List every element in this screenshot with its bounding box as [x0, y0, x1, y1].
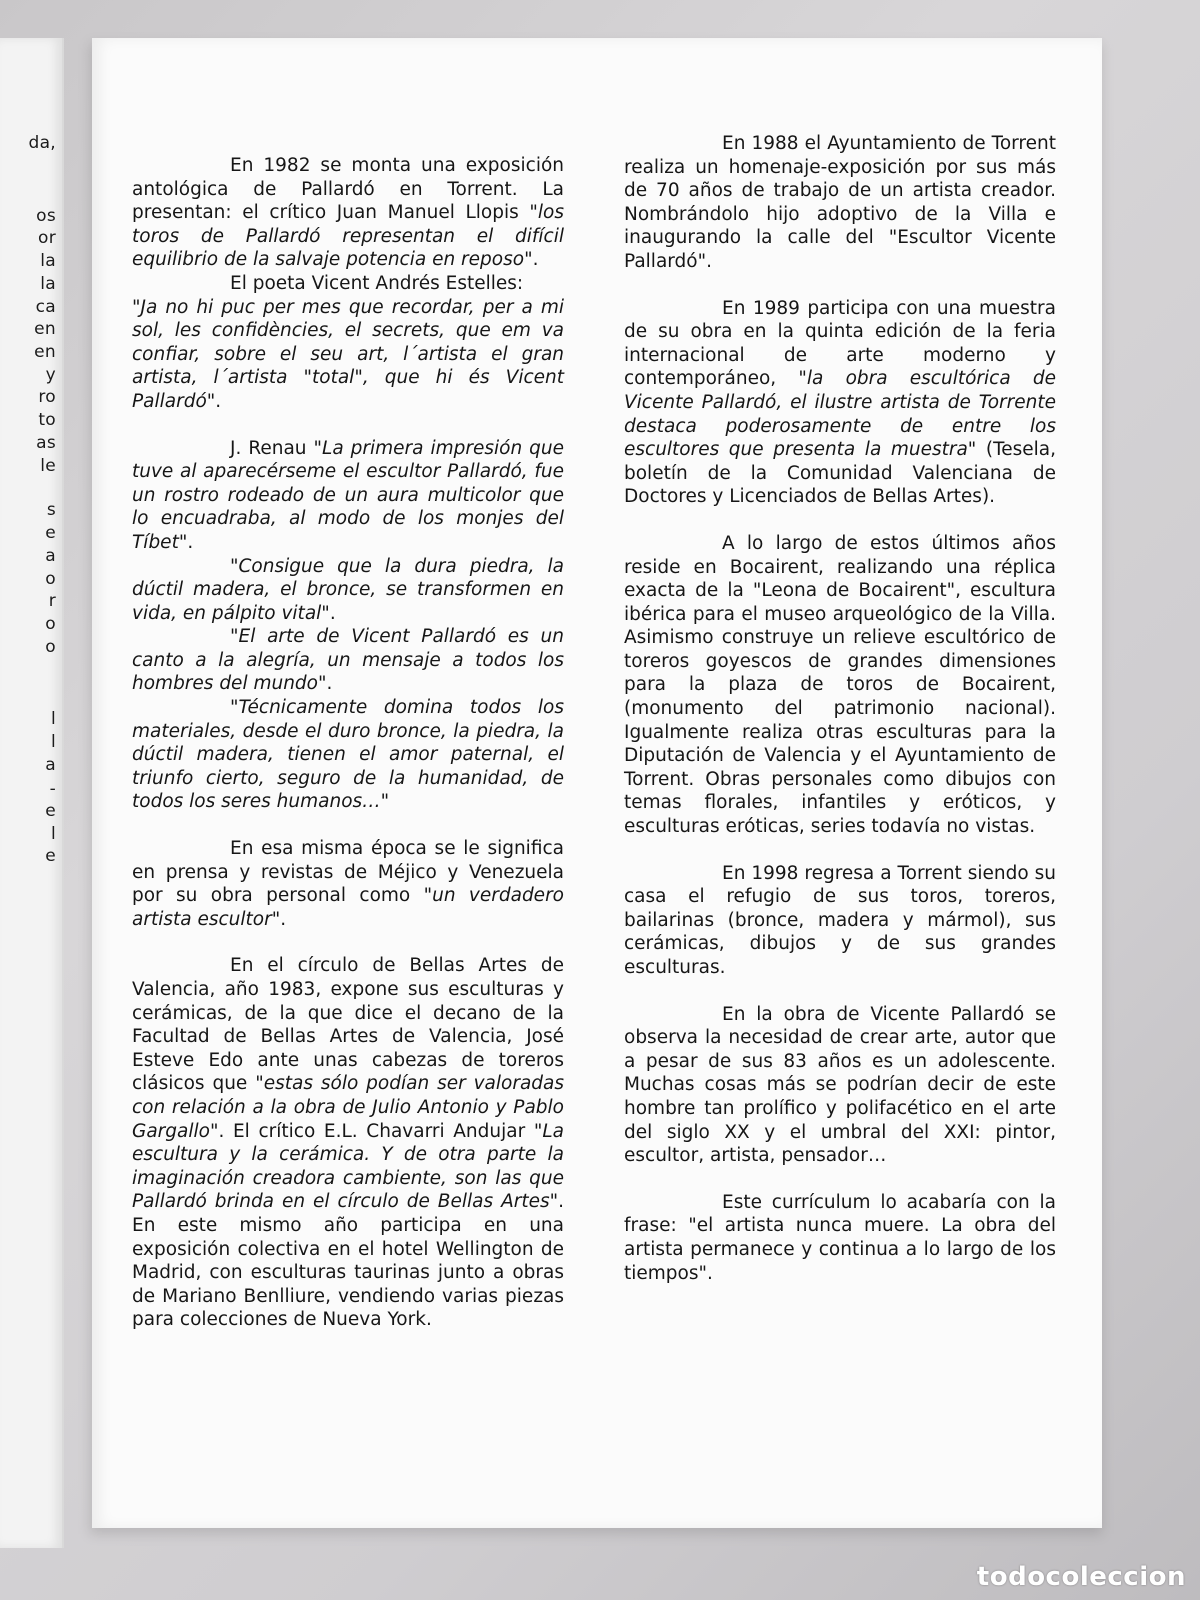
- text-run: Este currículum lo acabaría con la frase: "el artista nunca muere. La obra del artista permanece y continua a lo largo de los tiempos".: [624, 1191, 1056, 1284]
- text-run: En 1982 se monta una exposición antológica de Pallardó en Torrent. La presentan: el crítico Juan Manuel Llopis: [132, 155, 564, 224]
- text-run: El poeta Vicent Andrés Estelles:: [230, 272, 524, 294]
- paragraph-1988-homenaje: [624, 132, 1056, 274]
- left-page-fragment: en: [34, 342, 56, 362]
- left-page-fragment: -: [49, 779, 56, 799]
- left-page-fragment: s: [46, 500, 56, 520]
- italic-quote-run: "Consigue que la dura piedra, la dúctil madera, el bronce, se transformen en vida, en pálpito vital": [132, 555, 564, 624]
- left-page-fragment: da,: [28, 133, 56, 153]
- paragraph-1989-feria: [624, 297, 1056, 509]
- paragraph-prensa: [132, 837, 564, 931]
- italic-quote-run: "El arte de Vicent Pallardó es un canto a la alegría, un mensaje a todos los hombres del mundo": [132, 626, 564, 695]
- right-text-column: [624, 132, 1056, 1285]
- paragraph-1998-regreso: [624, 862, 1056, 980]
- text-run: ". En este mismo año participa en una exposición colectiva en el hotel Wellington de Madrid, con esculturas taurinas junto a obras de Mariano Benlliure, vendiendo varias piezas para colecciones de Nueva York.: [132, 1191, 564, 1331]
- left-page-fragment: or: [38, 228, 56, 248]
- italic-quote-run: "la obra escultórica de Vicente Pallardó, el ilustre artista de Torrente destaca poderosamente de entre los escultores que presenta la muestra: [624, 368, 1056, 461]
- paragraph-bellas-artes-1983: [132, 954, 564, 1332]
- text-run: .: [329, 602, 336, 624]
- left-page-fragment: e: [45, 846, 56, 866]
- quote-piedra: [132, 555, 564, 626]
- left-page-fragment: y: [45, 365, 56, 385]
- text-run: En 1998 regresa a Torrent siendo su casa el refugio de sus toros, toreros, bailarinas (bronce, madera y mármol), sus cerámicas, dibujos y de sus grandes esculturas.: [624, 862, 1056, 978]
- left-page-fragment: as: [36, 433, 56, 453]
- text-run: .: [187, 531, 194, 553]
- left-page-fragment: to: [38, 410, 56, 430]
- paragraph-curriculum-final: [624, 1191, 1056, 1285]
- text-run: En el círculo de Bellas Artes de Valencia, año 1983, expone sus esculturas y cerámicas, de la que dice el decano de la Facultad de Bellas Artes de Valencia, José Esteve Edo ante unas cabezas de toreros clásicos que: [132, 955, 564, 1095]
- left-text-column: [132, 154, 564, 1332]
- text-run: En la obra de Vicente Pallardó se observa la necesidad de crear arte, autor que a pesar de sus 83 años es un adolescente. Muchas cosas más se podrían decir de este hombre tan prolífico y polifacético en el arte del siglo XX y el umbral del XXI: pintor, escultor, artista, pensador…: [624, 1003, 1056, 1167]
- text-run: En 1989 participa con una muestra de su obra en la quinta edición de la feria internacional de arte moderno y contemporáneo,: [624, 297, 1056, 390]
- left-page-fragment: e: [45, 523, 56, 543]
- left-page-fragment: l: [50, 732, 56, 752]
- paragraph-estelles-intro: [132, 272, 564, 296]
- paragraph-bocairent: [624, 532, 1056, 839]
- left-page-fragment: l: [50, 709, 56, 729]
- quote-alegria: [132, 625, 564, 696]
- text-run: En esa misma época se le significa en prensa y revistas de Méjico y Venezuela por su obra personal como ": [132, 838, 564, 907]
- left-page-fragment: la: [40, 251, 56, 271]
- paragraph-renau: [132, 437, 564, 555]
- left-page-fragment: la: [40, 274, 56, 294]
- left-page-fragment: a: [45, 546, 56, 566]
- left-page-fragment: ca: [35, 297, 56, 317]
- watermark-logo: todocoleccion: [976, 1562, 1186, 1592]
- quote-estelles: [132, 296, 564, 414]
- paragraph-1982-exposition: [132, 154, 564, 272]
- text-run: ".: [271, 908, 287, 930]
- left-page-fragment: ro: [38, 387, 56, 407]
- text-run: .: [326, 673, 333, 695]
- paragraph-obra-pallardo: [624, 1003, 1056, 1168]
- left-page-fragment: o: [45, 614, 56, 634]
- text-run: .: [215, 390, 222, 412]
- left-page-fragment: o: [45, 637, 56, 657]
- left-page-fragment: l: [50, 824, 56, 844]
- left-page-fragment: r: [48, 591, 56, 611]
- text-run: . El crítico E.L. Chavarri Andujar ": [218, 1120, 543, 1142]
- text-run: .: [532, 249, 539, 271]
- italic-quote-run: "Técnicamente domina todos los materiales, desde el duro bronce, la piedra, la dúctil madera, tienen el amor paternal, el triunfo cierto, seguro de la humanidad, de todos los seres humanos…": [132, 697, 564, 813]
- left-page-fragment: le: [40, 456, 56, 476]
- italic-quote-run: un verdadero artista escultor: [132, 885, 564, 930]
- text-run: En 1988 el Ayuntamiento de Torrent realiza un homenaje-exposición por sus más de 70 años de trabajo de un artista creador. Nombrándolo hijo adoptivo de la Villa e inaugurando la calle del "Escultor Vicente Pallardó".: [624, 133, 1056, 272]
- left-page-fragment: e: [45, 801, 56, 821]
- italic-quote-run: "La primera impresión que tuve al aparecérseme el escultor Pallardó, fue un rostro rodeado de un aura multicolor que lo encuadraba, al modo de los monjes del Tíbet": [132, 437, 564, 553]
- text-run: J. Renau: [230, 437, 314, 459]
- left-page-fragment: a: [45, 755, 56, 775]
- quote-tecnicamente: [132, 696, 564, 814]
- text-run: A lo largo de estos últimos años reside en Bocairent, realizando una réplica exacta de la "Leona de Bocairent", escultura ibérica para el museo arqueológico de la Villa. Asimismo construye un relieve escultórico de toreros goyescos de grandes dimensiones para la plaza de toros de Bocairent, (monumento del patrimonio nacional). Igualmente realiza otras esculturas para la Diputación de Valencia y el Ayuntamiento de Torrent. Obras personales como dibujos con temas florales, infantiles y eróticos, y esculturas eróticas, series todavía no vistas.: [624, 532, 1056, 838]
- left-page-fragment: os: [36, 206, 56, 226]
- left-page-edge: [0, 38, 64, 1548]
- italic-quote-run: "estas sólo podían ser valoradas con relación a la obra de Julio Antonio y Pablo Gargallo": [132, 1073, 564, 1142]
- italic-quote-run: La escultura y la cerámica. Y de otra parte la imaginación creadora cambiente, son las que Pallardó brinda en el círculo de Bellas Artes: [132, 1120, 564, 1213]
- left-page-fragment: o: [45, 569, 56, 589]
- left-page-fragment: en: [34, 319, 56, 339]
- italic-quote-run: "Ja no hi puc per mes que recordar, per a mi sol, les confidències, el secrets, que em va confiar, sobre el seu art, l´artista el gran artista, l´artista "total", que hi és Vicent Pallardó": [132, 296, 564, 412]
- text-run: " (Tesela, boletín de la Comunidad Valenciana de Doctores y Licenciados de Bellas Artes).: [624, 439, 1056, 508]
- italic-quote-run: "los toros de Pallardó representan el difícil equilibrio de la salvaje potencia en reposo": [132, 202, 564, 271]
